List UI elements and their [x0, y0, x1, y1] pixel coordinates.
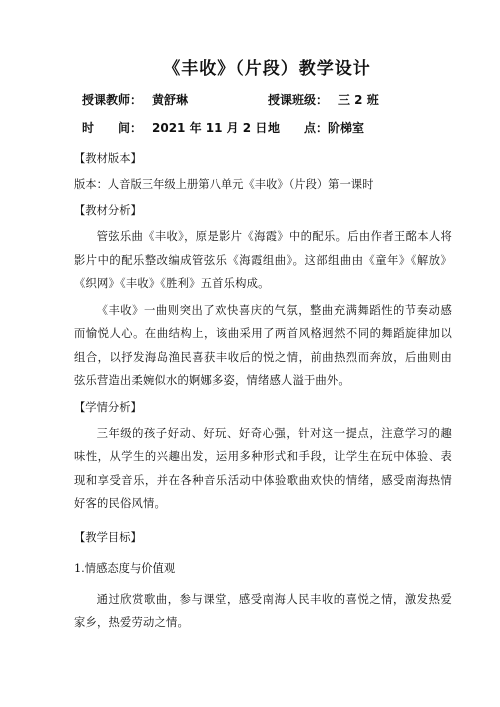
textbook-version-text: 版本：人音版三年级上册第八单元《丰收》（片段）第一课时 — [74, 178, 374, 191]
time-value: 2021 年 11 月 2 日 — [152, 121, 268, 135]
page-title: 《丰收》（片段）教学设计 — [163, 59, 371, 79]
place-label: 地 点： — [268, 121, 329, 135]
goal-item-1-text: 通过欣赏歌曲，参与课堂，感受南海人民丰收的喜悦之情，激发热爱家乡，热爱劳动之情。 — [74, 592, 452, 629]
meta-row-time — [74, 119, 452, 137]
textbook-analysis-paragraph-2: 《丰收》一曲则突出了欢快喜庆的气氛，整曲充满舞蹈性的节奏动感而愉悦人心。在曲结构上，该曲采用了两首风格迥然不同的舞蹈旋律加以组合，以抒发海岛渔民喜获丰收后的悦之情，前曲热烈而奔放，后曲则由弦乐营造出柔婉似水的婀娜多姿，情绪感人溢于曲外。 — [74, 303, 452, 387]
section-heading-goals: 【教学目标】 — [74, 530, 142, 544]
place-value: 阶梯室 — [328, 121, 365, 135]
teacher-name: 黄舒琳 — [152, 93, 189, 107]
meta-row-teacher — [74, 91, 452, 109]
section-heading-textbook-version: 【教材版本】 — [74, 152, 142, 165]
section-heading-student-analysis: 【学情分析】 — [74, 400, 142, 414]
time-label: 时 间： — [82, 121, 143, 135]
student-analysis-paragraph: 三年级的孩子好动、好玩、好奇心强，针对这一提点，注意学习的趣味性，从学生的兴趣出发，运用多种形式和手段，让学生在玩中体验、表现和享受音乐，并在各种音乐活动中体验歌曲欢快的情绪，感受南海热情好客的民俗风情。 — [74, 426, 452, 510]
section-heading-textbook-analysis: 【教材分析】 — [74, 204, 142, 217]
class-label: 授课班级： — [268, 93, 329, 107]
class-value: 三 2 班 — [338, 93, 379, 107]
goal-item-1-title: 1.情感态度与价值观 — [74, 561, 176, 575]
textbook-analysis-paragraph-1: 管弦乐曲《丰收》，原是影片《海霞》中的配乐。后由作者王酩本人将影片中的配乐整改编成管弦乐《海霞组曲》。这部组曲由《童年》《解放》《织网》《丰收》《胜利》五首乐构成。 — [74, 230, 452, 290]
teacher-label: 授课教师： — [82, 93, 143, 107]
